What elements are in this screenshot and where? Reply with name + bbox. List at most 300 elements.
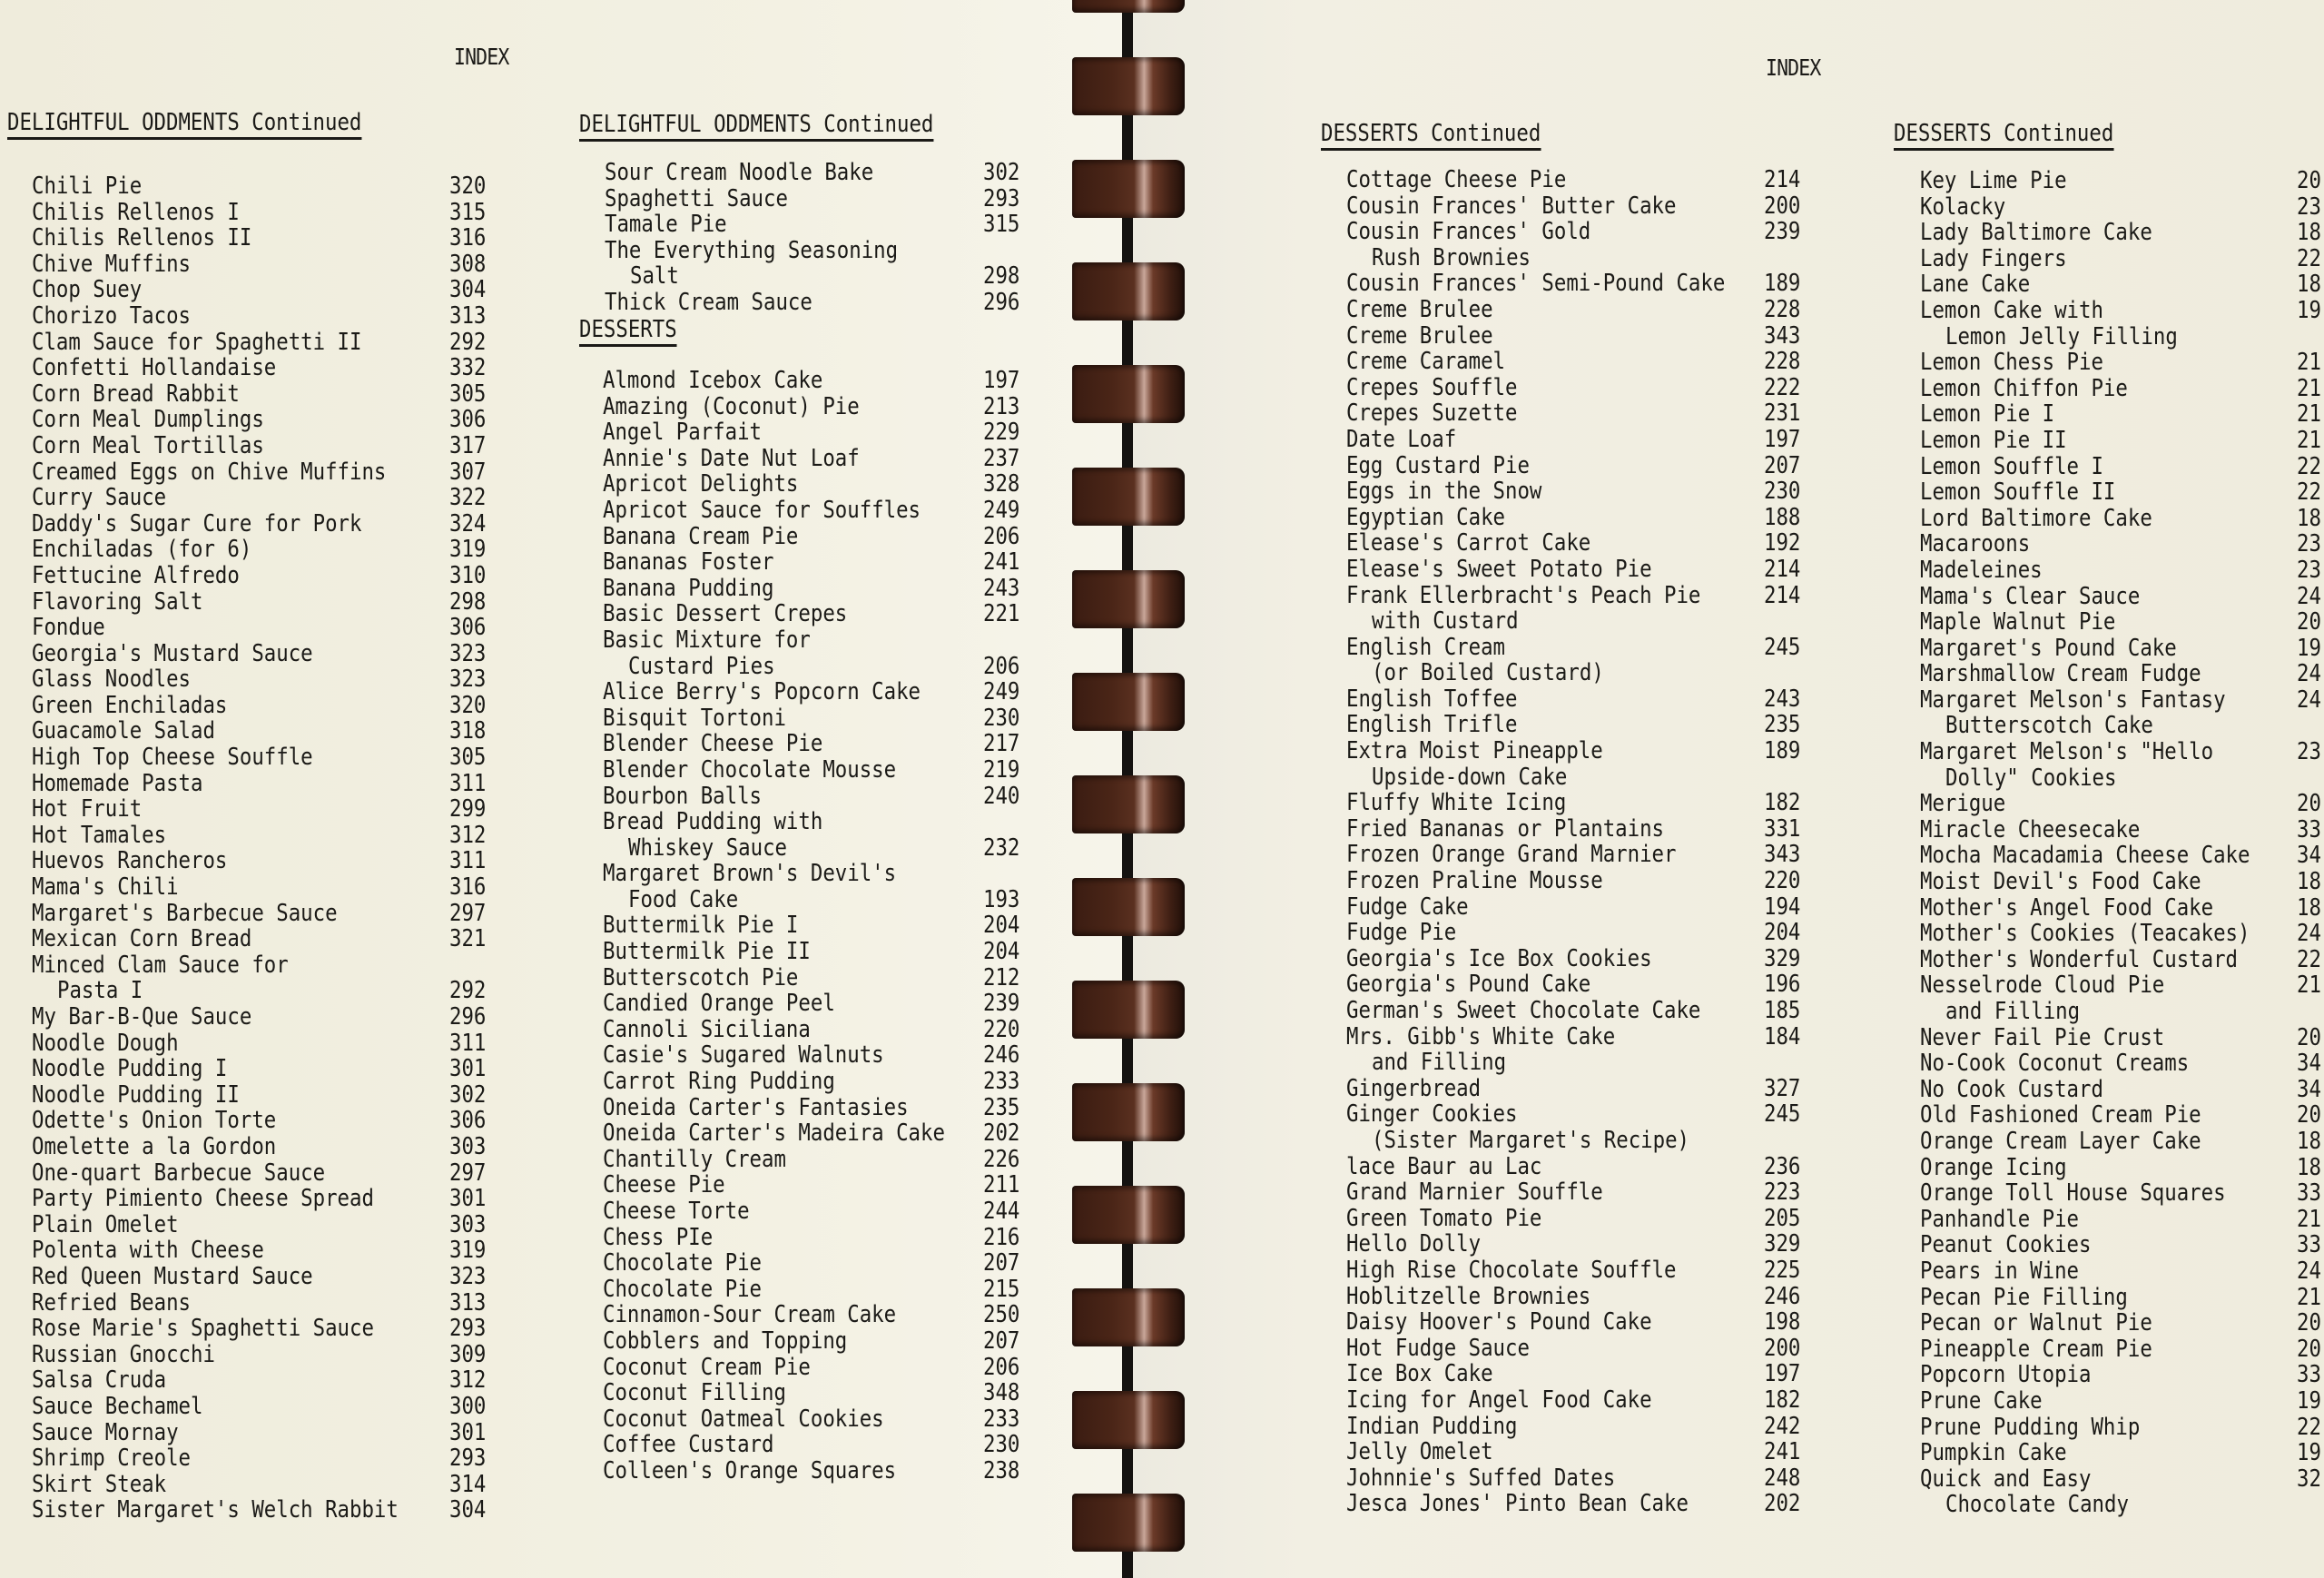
index-entry [32,901,540,927]
entry-name: Candied Orange Peel [603,990,835,1018]
entry-name: Amazing (Coconut) Pie [603,392,860,420]
index-entry [32,874,540,901]
entry-page-number: 21 [2297,400,2321,429]
index-entry [1920,1077,2324,1103]
index-entry [1920,1440,2324,1466]
index-entry [1920,1285,2324,1311]
entry-name: Bisquit Tortoni [603,704,786,732]
entry-page-number: 182 [1764,1386,1801,1414]
entry-name: Pecan or Walnut Pie [1920,1309,2152,1337]
index-entry [605,160,1113,186]
entry-page-number: 332 [449,354,487,382]
entry-name: Fluffy White Icing [1346,789,1567,817]
entry-name: Noodle Pudding I [32,1055,228,1083]
index-entry [605,212,1113,238]
entry-name: and Filling [1372,1049,1507,1077]
entry-name: Creme Brulee [1346,321,1493,350]
entry-page-number: 303 [449,1210,487,1238]
entry-page-number: 214 [1764,581,1801,609]
entry-name: Lemon Jelly Filling [1945,322,2178,350]
entry-page-number: 305 [449,744,487,772]
entry-name: Crepes Suzette [1346,399,1518,428]
entry-name: Lemon Souffle II [1920,478,2116,507]
entry-page-number: 235 [983,1093,1020,1121]
section-header-desserts-continued-2: DESSERTS Continued [1894,120,2113,151]
entry-name: Spaghetti Sauce [605,184,788,212]
entry-page-number: 18 [2297,219,2321,247]
entry-page-number: 24 [2297,1257,2321,1285]
index-entry [1920,687,2324,714]
index-entry [1920,298,2324,324]
index-entry [32,563,540,589]
index-entry [32,330,540,356]
index-entry [1920,1466,2324,1493]
entry-page-number: 230 [983,704,1020,732]
entry-name: Mama's Clear Sauce [1920,582,2141,610]
entry-name: Blender Chocolate Mousse [603,755,897,784]
index-entry [603,394,1111,420]
index-title: INDEX [454,44,509,70]
entry-name: Margaret Brown's Devil's [603,860,897,888]
index-entry [32,1031,540,1057]
entry-page-number: 324 [449,509,487,538]
entry-name: Lane Cake [1920,271,2031,299]
entry-name: Margaret's Pound Cake [1920,634,2177,662]
index-entry [1920,609,2324,636]
index-entry [603,1250,1111,1277]
binding-ring [1072,468,1185,526]
entry-page-number: 323 [449,1262,487,1290]
entry-page-number: 207 [983,1249,1020,1277]
entry-name: Rose Marie's Spaghetti Sauce [32,1315,374,1343]
entry-name: Chocolate Pie [603,1275,763,1303]
entry-page-number: 22 [2297,452,2321,480]
entry-name: Lemon Cake with [1920,296,2103,324]
entry-name: Merigue [1920,790,2006,818]
entry-name: Peanut Cookies [1920,1231,2092,1259]
index-entry [603,861,1111,887]
entry-name: English Toffee [1346,685,1518,713]
entry-page-number: 320 [449,691,487,719]
index-entry [603,576,1111,602]
entry-page-number: 313 [449,301,487,330]
index-entry [1920,843,2324,869]
entry-page-number: 301 [449,1055,487,1083]
index-entry [1920,1336,2324,1363]
entry-name: Margaret Melson's Fantasy [1920,685,2226,714]
index-entry [32,511,540,538]
entry-page-number: 33 [2297,1231,2321,1259]
entry-name: Prune Pudding Whip [1920,1413,2141,1441]
index-entry [32,1082,540,1109]
section-header-desserts: DESSERTS [579,316,677,347]
entry-name: Johnnie's Suffed Dates [1346,1464,1616,1492]
index-entry [32,1316,540,1342]
index-entry [1920,765,2324,792]
index-entry [1920,869,2324,895]
entry-name: Marshmallow Cream Fudge [1920,660,2201,688]
entry-name: Cousin Frances' Semi-Pound Cake [1346,270,1726,298]
entry-page-number: 189 [1764,737,1801,765]
entry-page-number: 228 [1764,348,1801,376]
index-entry [32,1186,540,1212]
entry-page-number: 34 [2297,842,2321,870]
entry-name: Jelly Omelet [1346,1438,1493,1466]
entry-page-number: 20 [2297,1101,2321,1129]
entry-name: Shrimp Creole [32,1445,192,1473]
index-entry [1920,1388,2324,1415]
entry-page-number: 184 [1764,1022,1801,1050]
entry-name: Coconut Cream Pie [603,1353,811,1381]
entry-page-number: 18 [2297,1127,2321,1155]
binding-ring [1072,1494,1185,1552]
entry-page-number: 242 [1764,1412,1801,1440]
index-entry [32,433,540,459]
entry-page-number: 308 [449,250,487,278]
entry-page-number: 19 [2297,1386,2321,1415]
index-entry [1920,271,2324,298]
index-entry [32,537,540,563]
entry-name: Gingerbread [1346,1074,1482,1102]
entry-name: Sauce Bechamel [32,1392,203,1420]
entry-name: Chive Muffins [32,250,192,278]
entry-page-number: 292 [449,328,487,356]
entry-name: Corn Bread Rabbit [32,380,240,408]
entry-page-number: 34 [2297,1075,2321,1103]
index-entry [1920,168,2324,194]
entry-page-number: 24 [2297,582,2321,610]
entry-name: Cousin Frances' Gold [1346,218,1591,246]
entry-name: Crepes Souffle [1346,373,1518,401]
entry-name: Coconut Oatmeal Cookies [603,1405,884,1433]
entry-name: Basic Dessert Crepes [603,600,848,628]
entry-page-number: 322 [449,484,487,512]
index-entry [32,1238,540,1264]
index-entry [603,835,1111,862]
entry-name: Fudge Cake [1346,893,1469,921]
entry-name: Oneida Carter's Fantasies [603,1093,909,1121]
index-entry [1920,972,2324,999]
entry-page-number: 204 [983,912,1020,940]
binding-ring [1072,1288,1185,1346]
index-entry [1920,454,2324,480]
entry-page-number: 206 [983,1353,1020,1381]
entry-page-number: 233 [983,1068,1020,1096]
entry-page-number: 303 [449,1132,487,1160]
entry-name: Frozen Praline Mousse [1346,867,1603,895]
entry-name: Green Tomato Pie [1346,1204,1542,1232]
index-entry [605,186,1113,212]
index-entry [32,225,540,251]
entry-name: Mocha Macadamia Cheese Cake [1920,842,2250,870]
entry-name: Buttermilk Pie I [603,912,799,940]
entry-name: Banana Pudding [603,574,774,602]
entry-page-number: 296 [449,1003,487,1031]
entry-page-number: 314 [449,1470,487,1498]
entry-name: Red Queen Mustard Sauce [32,1262,313,1290]
entry-name: Salt [630,262,679,291]
entry-page-number: 297 [449,899,487,927]
index-entry [603,939,1111,965]
entry-name: Never Fail Pie Crust [1920,1023,2165,1051]
index-entry [32,200,540,226]
entry-name: Mother's Cookies (Teacakes) [1920,920,2250,948]
index-entry [1920,1050,2324,1077]
entry-name: Sauce Mornay [32,1418,179,1446]
entry-page-number: 320 [449,173,487,200]
index-entry [32,978,540,1004]
entry-name: Popcorn Utopia [1920,1361,2092,1389]
entry-name: Pineapple Cream Pie [1920,1335,2152,1363]
entry-page-number: 309 [449,1340,487,1368]
binding-ring [1072,673,1185,731]
index-entry [1920,194,2324,221]
entry-name: Blender Cheese Pie [603,730,823,758]
entry-page-number: 306 [449,614,487,642]
entry-page-number: 216 [983,1223,1020,1251]
entry-page-number: 19 [2297,634,2321,662]
index-entry [603,679,1111,705]
index-entry [1920,636,2324,662]
index-entry [603,1017,1111,1043]
entry-page-number: 21 [2297,426,2321,454]
index-entry [1920,324,2324,350]
index-entry [603,809,1111,835]
entry-name: Cottage Cheese Pie [1346,166,1567,193]
index-entry [1920,1102,2324,1129]
index-entry [603,1302,1111,1328]
entry-name: Chilis Rellenos I [32,198,240,226]
index-entry [603,887,1111,913]
index-entry [603,1069,1111,1095]
entry-name: Upside-down Cake [1372,763,1568,791]
entry-page-number: 198 [1764,1308,1801,1336]
entry-name: Cannoli Siciliana [603,1015,811,1043]
entry-page-number: 196 [1764,971,1801,999]
entry-page-number: 223 [1764,1179,1801,1207]
entry-page-number: 22 [2297,478,2321,507]
index-list [605,160,1113,316]
entry-page-number: 214 [1764,166,1801,193]
entry-page-number: 249 [983,496,1020,524]
entry-name: Georgia's Mustard Sauce [32,639,313,667]
index-entry [32,823,540,849]
entry-name: Hello Dolly [1346,1230,1482,1258]
entry-page-number: 228 [1764,295,1801,323]
entry-page-number: 246 [983,1041,1020,1070]
section-header-delightful-oddments: DELIGHTFUL ODDMENTS Continued [7,109,361,140]
index-entry [32,1004,540,1031]
index-entry [603,731,1111,757]
entry-name: Banana Cream Pie [603,522,799,550]
entry-page-number: 32 [2297,1465,2321,1493]
index-entry [1920,817,2324,843]
entry-name: Margaret Melson's "Hello [1920,738,2214,766]
entry-name: Corn Meal Dumplings [32,406,264,434]
entry-name: Noodle Pudding II [32,1080,240,1109]
entry-name: Bananas Foster [603,548,774,577]
index-entry [603,705,1111,732]
entry-name: Egyptian Cake [1346,503,1506,531]
entry-page-number: 20 [2297,790,2321,818]
index-entry [1920,1155,2324,1181]
entry-name: Panhandle Pie [1920,1205,2080,1233]
entry-page-number: 237 [983,444,1020,472]
entry-name: Icing for Angel Food Cake [1346,1386,1652,1414]
index-entry [1920,921,2324,947]
entry-name: Chantilly Cream [603,1145,786,1173]
entry-page-number: 248 [1764,1464,1801,1492]
entry-page-number: 323 [449,666,487,694]
entry-page-number: 193 [983,885,1020,913]
binding-ring [1072,1083,1185,1141]
entry-name: Confetti Hollandaise [32,354,277,382]
entry-name: Refried Beans [32,1288,192,1317]
left-page [0,0,1126,1578]
entry-page-number: 33 [2297,1179,2321,1208]
index-entry [603,757,1111,784]
index-entry [32,718,540,745]
index-entry [32,796,540,823]
entry-page-number: 317 [449,431,487,459]
entry-name: Lemon Chess Pie [1920,349,2103,377]
entry-page-number: 188 [1764,503,1801,531]
index-entry [1920,791,2324,817]
entry-page-number: 328 [983,470,1020,498]
entry-name: Frozen Orange Grand Marnier [1346,841,1677,869]
entry-page-number: 24 [2297,685,2321,714]
index-entry [603,1095,1111,1121]
binding-ring [1072,1391,1185,1449]
entry-page-number: 331 [1764,814,1801,843]
index-entry [603,627,1111,654]
entry-page-number: 230 [1764,478,1801,506]
entry-name: Daisy Hoover's Pound Cake [1346,1308,1652,1336]
entry-name: with Custard [1372,607,1519,636]
entry-page-number: 200 [1764,1334,1801,1362]
index-entry [32,485,540,511]
entry-page-number: 205 [1764,1204,1801,1232]
entry-name: Lord Baltimore Cake [1920,504,2152,532]
entry-name: Creamed Eggs on Chive Muffins [32,458,387,486]
entry-name: Polenta with Cheese [32,1237,264,1265]
index-entry [1920,713,2324,739]
index-entry [1920,428,2324,454]
entry-name: Lemon Pie II [1920,426,2067,454]
index-entry [1920,1129,2324,1155]
index-entry [32,589,540,616]
entry-name: Extra Moist Pineapple [1346,737,1603,765]
entry-page-number: 214 [1764,555,1801,583]
entry-name: English Cream [1346,633,1506,661]
entry-page-number: 311 [449,1029,487,1057]
index-list [32,173,540,1524]
entry-name: Georgia's Pound Cake [1346,971,1591,999]
entry-page-number: 293 [449,1315,487,1343]
index-entry [603,1225,1111,1251]
entry-page-number: 222 [1764,373,1801,401]
index-entry [1920,661,2324,687]
entry-page-number: 217 [983,730,1020,758]
entry-name: Butterscotch Pie [603,963,799,991]
entry-name: Moist Devil's Food Cake [1920,868,2201,896]
entry-name: Key Lime Pie [1920,167,2067,194]
entry-page-number: 230 [983,1431,1020,1459]
index-entry [1920,531,2324,557]
entry-page-number: 18 [2297,271,2321,299]
entry-page-number: 316 [449,873,487,902]
index-entry [32,1160,540,1187]
index-entry [603,1120,1111,1147]
index-entry [603,991,1111,1017]
entry-name: Dolly" Cookies [1945,764,2117,792]
entry-name: Margaret's Barbecue Sauce [32,899,338,927]
entry-page-number: 299 [449,795,487,824]
entry-name: Green Enchiladas [32,691,228,719]
index-entry [32,1264,540,1290]
entry-page-number: 33 [2297,1361,2321,1389]
entry-page-number: 200 [1764,192,1801,220]
entry-page-number: 23 [2297,556,2321,584]
entry-name: Ginger Cookies [1346,1100,1518,1129]
index-entry [32,848,540,874]
index-entry [32,771,540,797]
entry-name: No Cook Custard [1920,1075,2103,1103]
entry-page-number: 34 [2297,1050,2321,1078]
entry-name: Fettucine Alfredo [32,561,240,589]
entry-name: Maple Walnut Pie [1920,608,2116,636]
index-entry [32,1342,540,1368]
entry-page-number: 23 [2297,192,2321,221]
entry-page-number: 315 [983,211,1020,239]
entry-name: Frank Ellerbracht's Peach Pie [1346,581,1701,609]
entry-name: Prune Cake [1920,1386,2043,1415]
entry-page-number: 212 [983,963,1020,991]
entry-name: Lemon Souffle I [1920,452,2103,480]
index-entry [603,524,1111,550]
entry-name: Indian Pudding [1346,1412,1518,1440]
entry-page-number: 18 [2297,504,2321,532]
entry-page-number: 225 [1764,1256,1801,1284]
entry-page-number: 241 [1764,1438,1801,1466]
index-entry [1920,1180,2324,1207]
entry-name: Hot Fruit [32,795,143,824]
entry-name: High Rise Chocolate Souffle [1346,1256,1677,1284]
entry-page-number: 220 [983,1015,1020,1043]
entry-page-number: 292 [449,977,487,1005]
entry-name: Cobblers and Topping [603,1327,848,1355]
index-entry [32,355,540,381]
entry-name: Tamale Pie [605,211,727,239]
index-entry [1920,401,2324,428]
entry-name: English Trifle [1346,711,1518,739]
entry-page-number: 244 [983,1198,1020,1225]
entry-name: Elease's Sweet Potato Pie [1346,555,1652,583]
entry-page-number: 343 [1764,321,1801,350]
entry-page-number: 239 [1764,218,1801,246]
index-entry [32,926,540,952]
index-entry [603,784,1111,810]
entry-page-number: 204 [1764,919,1801,947]
entry-page-number: 233 [983,1405,1020,1433]
entry-name: The Everything Seasoning [605,236,899,264]
entry-page-number: 304 [449,1496,487,1524]
entry-name: and Filling [1945,998,2081,1025]
entry-name: Grand Marnier Souffle [1346,1179,1603,1207]
entry-name: Date Loaf [1346,425,1457,453]
entry-name: Chilis Rellenos II [32,224,252,252]
entry-name: Sister Margaret's Welch Rabbit [32,1496,399,1524]
